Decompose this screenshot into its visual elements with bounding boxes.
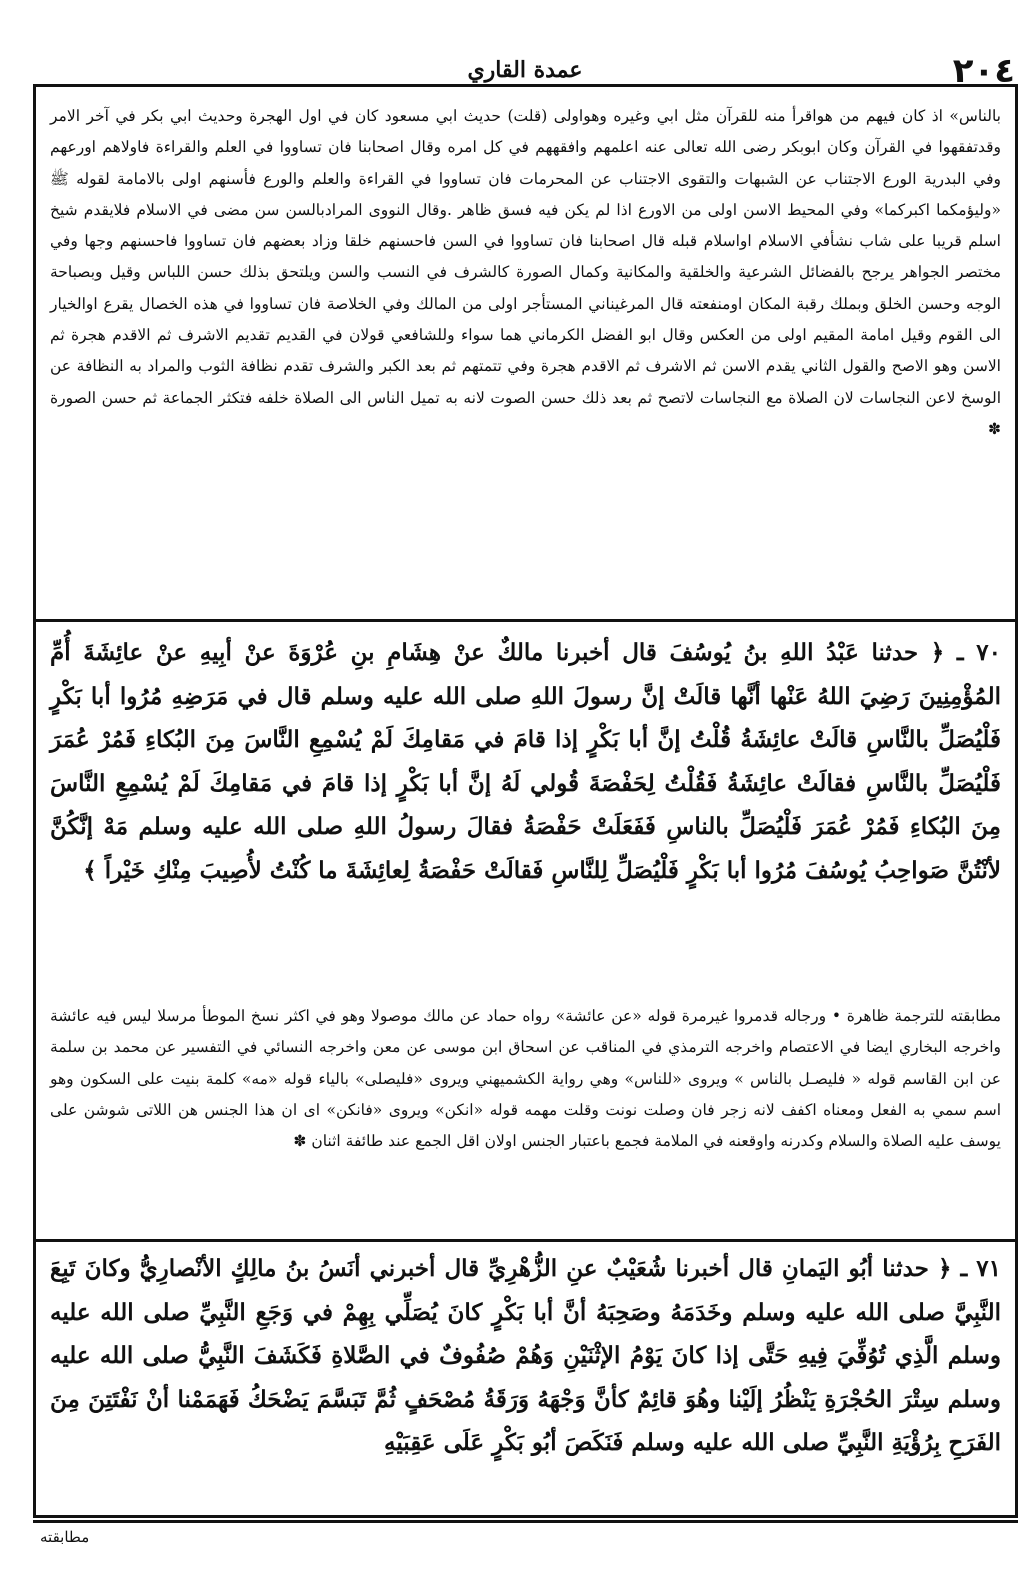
hadith-text: ٧٠ ـ ﴿ حدثنا عَبْدُ اللهِ بنُ يُوسُفَ قال أخبرنا مالكٌ عنْ هِشَامِ بنِ عُرْوَةَ عنْ أبِيهِ عنْ عائِشَةَ أُمِّ المُؤْمِنِينَ رَضِيَ اللهُ عَنْها أنَّها قالَتْ إنَّ رسولَ اللهِ صلى الله عليه وسلم قال في مَرَضِهِ مُرُوا أبا بَكْرٍ فَلْيُصَلِّ بالنَّاسِ قالَتْ عائِشَةُ قُلْتُ إنَّ أبا بَكْرٍ إذا قامَ في مَقامِكَ لَمْ يُسْمِعِ النَّاسَ مِنَ البُكاءِ فَمُرْ عُمَرَ فَلْيُصَلِّ بالنَّاسِ فقالَتْ عائِشَةُ فَقُلْتُ لِحَفْصَةَ قُولي لَهُ إنَّ أبا بَكْرٍ إذا قامَ في مَقامِكَ لَمْ يُسْمِعِ النَّاسَ مِنَ البُكاءِ فَمُرْ عُمَرَ فَلْيُصَلِّ بالناسِ فَفَعَلَتْ حَفْصَةُ فقالَ رسولُ اللهِ صلى الله عليه وسلم مَهْ إنَّكُنَّ لأنْتُنَّ صَواحِبُ يُوسُفَ مُرُوا أبا بَكْرٍ فَلْيُصَلِّ لِلنَّاسِ فَقالَتْ حَفْصَةُ لِعائِشَةَ ما كُنْتُ لأُصِيبَ مِنْكِ خَيْراً ﴾ bbox=[50, 639, 1001, 884]
commentary-paragraph: بالناس» اذ كان فيهم من هواقرأ منه للقرآن مثل ابي وغيره وهواولى (قلت) حديث ابي مسعود كان في اول الهجرة وحديث ابي بكر في آخر الامر وقدتفقهوا في القرآن وكان ابوبكر رضى الله تعالى عنه اعلمهم وافقههم في كل امره وقال اصحابنا فان تساووا في العلم والقراءة فاولاهم اورعهم وفي البدرية الورع الاجتناب عن الشبهات والتقوى الاجتناب عن المحرمات فان تساووا في القراءة والعلم والورع فأسنهم اولى بالامامة لقوله ﷺ «وليؤمكما اكبركما» وفي المحيط الاسن اولى من الاورع اذا لم يكن فيه فسق ظاهر .وقال النووى المرادبالسن سن مضى في الاسلام فلايقدم شيخ اسلم قريبا على شاب نشأفي الاسلام اواسلام قبله قال اصحابنا فان تساووا في السن فاحسنهم خلقا وزاد بعضهم فان تساووا فاحسنهم وجها وفي مختصر الجواهر يرجح بالفضائل الشرعية والخلقية والمكانية وكمال الصورة كالشرف في النسب والسن ويلتحق بذلك حسن اللباس وقيل وبصباحة الوجه وحسن الخلق وبملك رقبة المكان اومنفعته قال المرغيناني المستأجر اولى من المالك وفي الخلاصة فان تساووا في هذه الخصال يقرع اوالخيار الى القوم وقيل امامة المقيم اولى من العكس وقال ابو الفضل الكرماني هما سواء وللشافعي قولان في القديم تقديم الاشرف ثم الاقدم هجرة ثم الاسن وهو الاصح والقول الثاني يقدم الاسن ثم الاشرف ثم الاقدم هجرة وفي تتمتهم ثم بعد الكبر والشرف تقدم نظافة الثوب والمراد به النظافة عن الوسخ لاعن النجاسات لان الصلاة مع النجاسات لاتصح ثم بعد ذلك حسن الصوت لانه به تميل الناس الى الصلاة خلفه فتكثر الجماعة ثم حسن الصورة ✽ bbox=[50, 107, 1001, 438]
hadith-text: ٧١ ـ ﴿ حدثنا أبُو اليَمانِ قال أخبرنا شُعَيْبٌ عنِ الزُّهْرِيِّ قال أخبرني أنَسُ بنُ مالِكٍ الأنْصارِيُّ وكانَ تَبِعَ النَّبِيَّ صلى الله عليه وسلم وخَدَمَهُ وصَحِبَهُ أنَّ أبا بَكْرٍ كانَ يُصَلِّي بِهِمْ في وَجَعِ النَّبِيِّ صلى الله عليه وسلم الَّذِي تُوُفِّيَ فِيهِ حَتَّى إذا كانَ يَوْمُ الإثْنَيْنِ وَهُمْ صُفُوفٌ في الصَّلاةِ فَكَشَفَ النَّبِيُّ صلى الله عليه وسلم سِتْرَ الحُجْرَةِ يَنْظُرُ إلَيْنا وهُوَ قائِمٌ كأنَّ وَجْهَهُ وَرَقَةُ مُصْحَفٍ ثُمَّ تَبَسَّمَ يَضْحَكُ فَهَمَمْنا أنْ نَفْتَتِنَ مِنَ الفَرَحِ بِرُؤْيَةِ النَّبِيِّ صلى الله عليه وسلم فَنَكَصَ أبُو بَكْرٍ عَلَى عَقِبَيْهِ bbox=[50, 1255, 1001, 1456]
section-divider bbox=[36, 1239, 1015, 1242]
commentary-section-2 bbox=[50, 1001, 1001, 1157]
commentary-section-1 bbox=[50, 101, 1001, 445]
page-number: ٢٠٤ bbox=[952, 51, 1015, 91]
hadith-70 bbox=[50, 631, 1001, 892]
page-header bbox=[35, 51, 1015, 91]
book-title: عمدة القاري bbox=[467, 57, 583, 83]
footer-catchword: مطابقته bbox=[40, 1528, 90, 1546]
text-frame bbox=[33, 84, 1018, 1518]
hadith-71 bbox=[50, 1247, 1001, 1465]
commentary-paragraph: مطابقته للترجمة ظاهرة • ورجاله قدمروا غيرمرة قوله «عن عائشة» رواه حماد عن مالك موصولا وهو في اكثر نسخ الموطأ مرسلا ليس فيه عائشة واخرجه البخاري ايضا في الاعتصام واخرجه الترمذي في المناقب عن اسحاق ابن موسى عن معن واخرجه النسائي في التفسير عن محمد بن سلمة عن ابن القاسم قوله « فليصـل بالناس » ويروى «للناس» وهي رواية الكشميهني ويروى «فليصلى» بالياء قوله «مه» كلمة بنيت على السكون وهو اسم سمي به الفعل ومعناه اكفف لانه زجر فان وصلت نونت وقلت مهمه قوله «انكن» ويروى «فانكن» اى ان هذا الجنس هن اللاتى شوشن على يوسف عليه الصلاة والسلام وكدرنه واوقعنه في الملامة فجمع باعتبار الجنس اولان اقل الجمع عند طائفة اثنان ✽ bbox=[50, 1007, 1001, 1151]
section-divider bbox=[36, 619, 1015, 622]
